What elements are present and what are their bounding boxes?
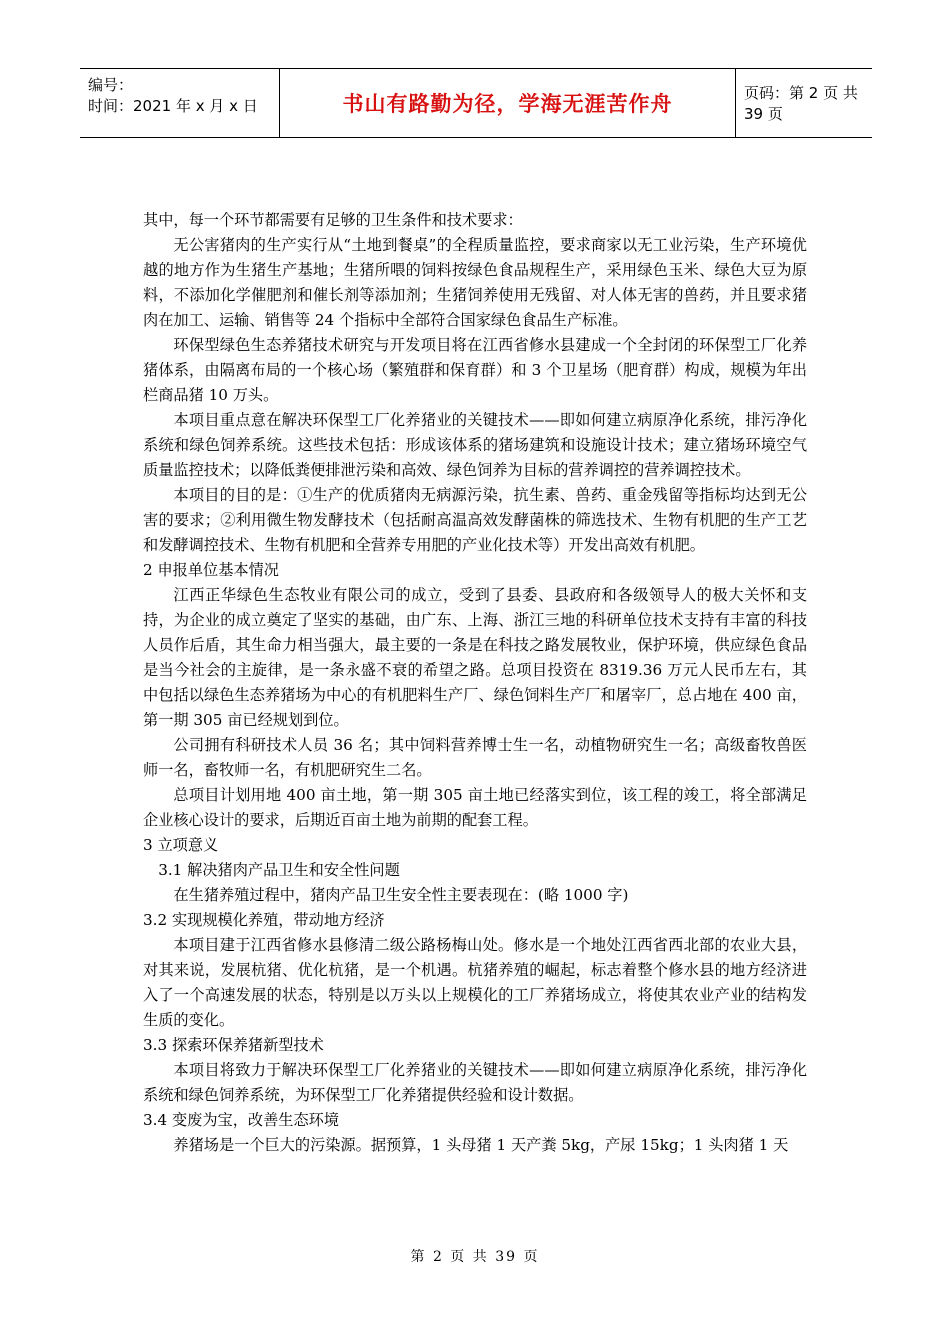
document-body <box>143 208 807 1158</box>
section-heading: 3 立项意义 <box>143 836 219 854</box>
paragraph: 在生猪养殖过程中，猪肉产品卫生安全性主要表现在：(略 1000 字) <box>173 886 629 904</box>
document-number: 编号： <box>88 76 134 94</box>
header-page-info: 页码：第 2 页 共 39 页 <box>744 84 858 123</box>
paragraph: 江西正华绿色生态牧业有限公司的成立，受到了县委、县政府和各级领导人的极大关怀和支持，为企业的成立奠定了坚实的基础，由广东、上海、浙江三地的科研单位技术支持有丰富的科技人员作后盾，其生命力相当强大，最主要的一条是在科技之路发展牧业，保护环境，供应绿色食品是当今社会的主旋律，是一条永盛不衰的希望之路。总项目投资在 8319.36 万元人民币左右，其中包括以绿色生态养猪场为中心的有机肥料生产厂、绿色饲料生产厂和屠宰厂，总占地在 400 亩，第一期 305 亩已经规划到位。 <box>143 586 807 729</box>
section-heading: 2 申报单位基本情况 <box>143 561 279 579</box>
header-motto: 书山有路勤为径，学海无涯苦作舟 <box>280 69 736 137</box>
paragraph: 环保型绿色生态养猪技术研究与开发项目将在江西省修水县建成一个全封闭的环保型工厂化养猪体系，由隔离布局的一个核心场（繁殖群和保育群）和 3 个卫星场（肥育群）构成，规模为年出栏商品猪 10 万头。 <box>143 336 807 404</box>
subsection-heading: 3.1 解决猪肉产品卫生和安全性问题 <box>158 861 400 879</box>
document-date: 时间：2021 年 x 月 x 日 <box>88 97 258 115</box>
paragraph: 其中，每一个环节都需要有足够的卫生条件和技术要求： <box>143 211 523 229</box>
subsection-heading: 3.2 实现规模化养殖，带动地方经济 <box>143 911 385 929</box>
page-header <box>80 68 872 138</box>
paragraph: 总项目计划用地 400 亩土地，第一期 305 亩土地已经落实到位，该工程的竣工，将全部满足企业核心设计的要求，后期近百亩土地为前期的配套工程。 <box>143 786 807 829</box>
paragraph: 本项目将致力于解决环保型工厂化养猪业的关键技术——即如何建立病原净化系统，排污净化系统和绿色饲养系统，为环保型工厂化养猪提供经验和设计数据。 <box>143 1061 807 1104</box>
paragraph: 养猪场是一个巨大的污染源。据预算，1 头母猪 1 天产粪 5kg，产尿 15kg；1 头肉猪 1 天 <box>173 1136 789 1154</box>
page-footer: 第 2 页 共 39 页 <box>410 1249 540 1265</box>
paragraph: 本项目建于江西省修水县修清二级公路杨梅山处。修水是一个地处江西省西北部的农业大县，对其来说，发展杭猪、优化杭猪，是一个机遇。杭猪养殖的崛起，标志着整个修水县的地方经济进入了一个高速发展的状态，特别是以万头以上规模化的工厂养猪场成立，将使其农业产业的结构发生质的变化。 <box>143 936 807 1029</box>
subsection-heading: 3.4 变废为宝，改善生态环境 <box>143 1111 340 1129</box>
paragraph: 本项目重点意在解决环保型工厂化养猪业的关键技术——即如何建立病原净化系统，排污净化系统和绿色饲养系统。这些技术包括：形成该体系的猪场建筑和设施设计技术；建立猪场环境空气质量监控技术；以降低粪便排泄污染和高效、绿色饲养为目标的营养调控的营养调控技术。 <box>143 411 807 479</box>
paragraph: 公司拥有科研技术人员 36 名；其中饲料营养博士生一名，动植物研究生一名；高级畜牧兽医师一名，畜牧师一名，有机肥研究生二名。 <box>143 736 807 779</box>
paragraph: 本项目的目的是：①生产的优质猪肉无病源污染，抗生素、兽药、重金残留等指标均达到无公害的要求；②利用微生物发酵技术（包括耐高温高效发酵菌株的筛选技术、生物有机肥的生产工艺和发酵调控技术、生物有机肥和全营养专用肥的产业化技术等）开发出高效有机肥。 <box>143 486 807 554</box>
header-meta <box>80 69 280 137</box>
subsection-heading: 3.3 探索环保养猪新型技术 <box>143 1036 324 1054</box>
paragraph: 无公害猪肉的生产实行从“土地到餐桌”的全程质量监控，要求商家以无工业污染，生产环境优越的地方作为生猪生产基地；生猪所喂的饲料按绿色食品规程生产，采用绿色玉米、绿色大豆为原料，不添加化学催肥剂和催长剂等添加剂；生猪饲养使用无残留、对人体无害的兽药，并且要求猪肉在加工、运输、销售等 24 个指标中全部符合国家绿色食品生产标准。 <box>143 236 807 329</box>
